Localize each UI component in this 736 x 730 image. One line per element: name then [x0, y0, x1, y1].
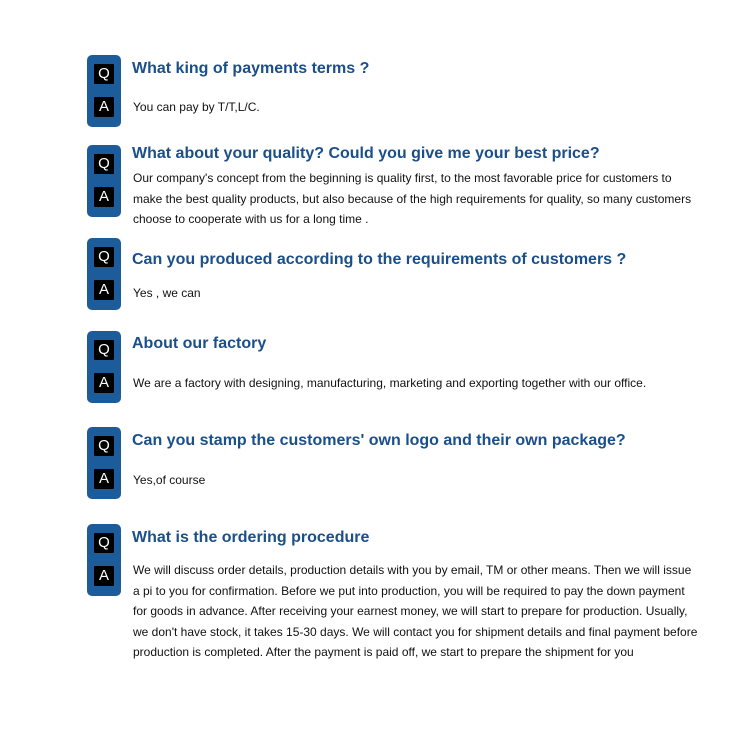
faq-answer: Yes,of course [133, 473, 206, 487]
a-label: A [94, 187, 114, 207]
q-label: Q [94, 64, 114, 84]
q-label: Q [94, 340, 114, 360]
faq-question: What about your quality? Could you give me your best price? [132, 145, 600, 162]
a-label: A [94, 373, 114, 393]
q-label: Q [94, 154, 114, 174]
a-label: A [94, 97, 114, 117]
faq-question: What king of payments terms ? [132, 60, 370, 77]
faq-answer: Our company's concept from the beginning is quality first, to the most favorable price for customers to make the best quality products, but also because of the high requirements for quality, so many customers choose to cooperate with us for a long time . [133, 171, 692, 226]
faq-question: Can you produced according to the requirements of customers ? [132, 251, 627, 268]
faq-answer: We are a factory with designing, manufacturing, marketing and exporting together with our office. [133, 376, 647, 390]
q-label: Q [94, 533, 114, 553]
a-label: A [94, 280, 114, 300]
faq-answer: We will discuss order details, production details with you by email, TM or other means. Then we will issue a pi to you for confirmation. Before we put into production, you will be required to pay the down payment for goods in advance. After receiving your earnest money, we will start to prepare for production. Usually, we don't have stock, it takes 15-30 days. We will contact you for shipment details and final payment before production is completed. After the payment is paid off, we start to prepare the shipment for you [133, 563, 698, 659]
faq-question: Can you stamp the customers' own logo and their own package? [132, 432, 626, 449]
faq-answer: Yes , we can [133, 286, 201, 300]
a-label: A [94, 469, 114, 489]
qa-badge [87, 524, 121, 596]
qa-badge [87, 145, 121, 217]
faq-question: About our factory [132, 335, 267, 352]
a-label: A [94, 566, 114, 586]
qa-badge [87, 238, 121, 310]
qa-badge [87, 427, 121, 499]
qa-badge [87, 331, 121, 403]
faq-question: What is the ordering procedure [132, 529, 370, 546]
qa-badge [87, 55, 121, 127]
faq-answer: You can pay by T/T,L/C. [133, 100, 260, 114]
q-label: Q [94, 436, 114, 456]
q-label: Q [94, 247, 114, 267]
